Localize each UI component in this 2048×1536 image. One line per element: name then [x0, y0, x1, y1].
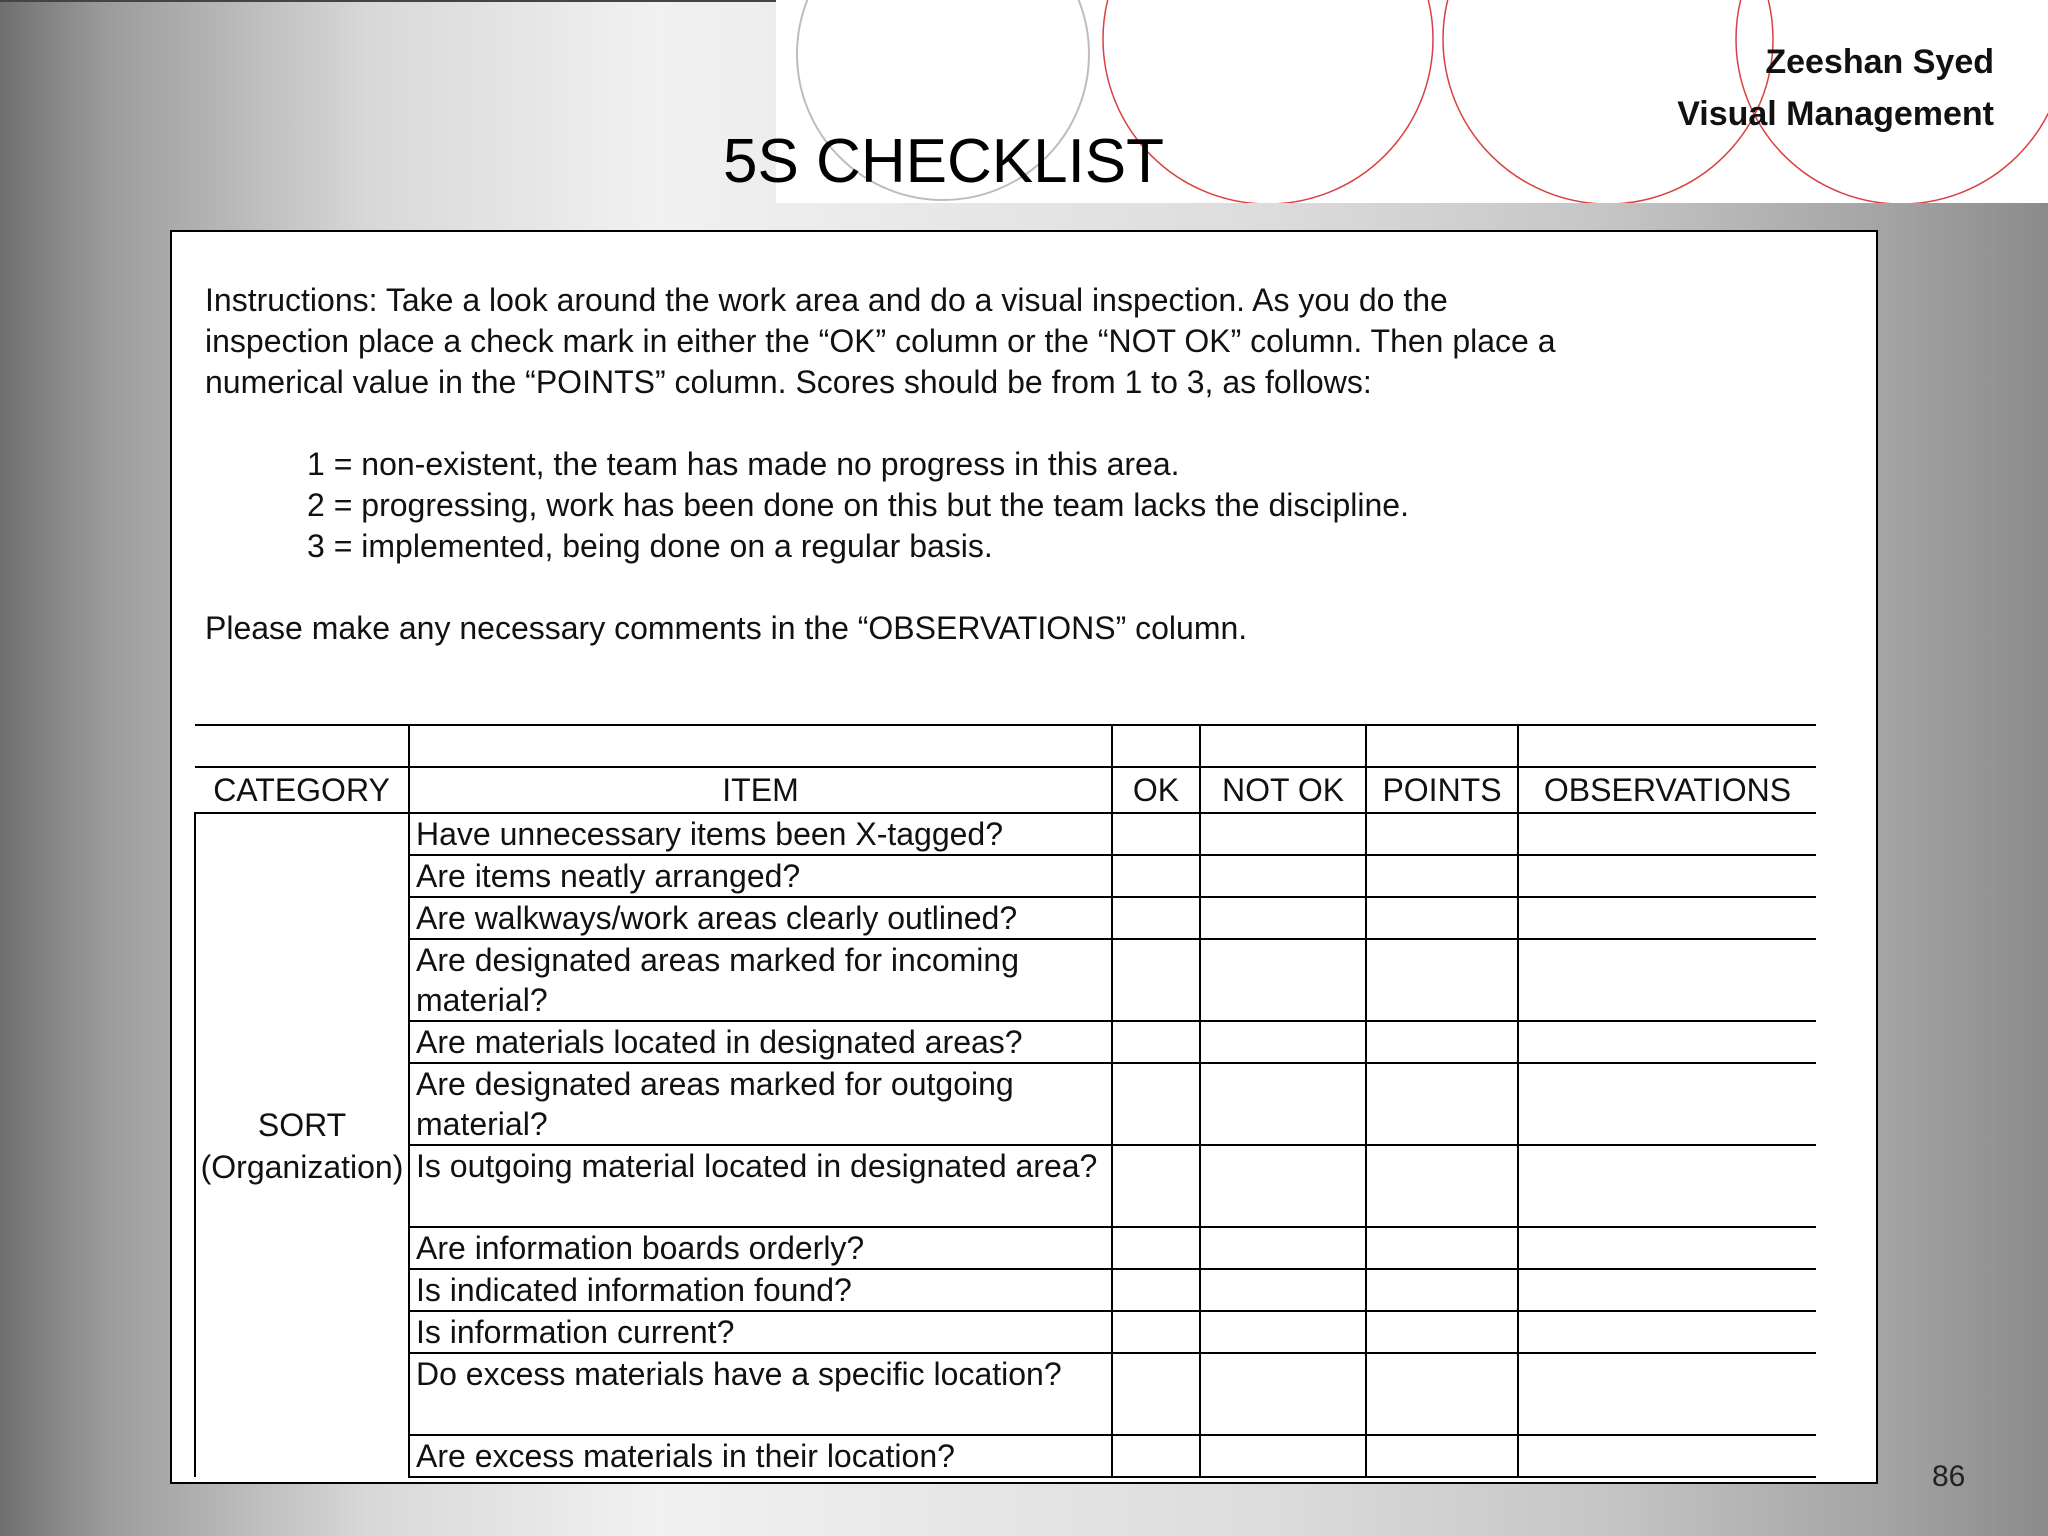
table-row	[195, 1021, 1816, 1063]
ok-cell[interactable]	[1112, 939, 1200, 1021]
score-scale-item: 3 = implemented, being done on a regular basis.	[307, 528, 993, 564]
observations-cell[interactable]	[1518, 1063, 1816, 1145]
table-header-row	[195, 767, 1816, 813]
category-cell	[195, 813, 409, 1477]
ok-cell[interactable]	[1112, 1021, 1200, 1063]
instructions-line: inspection place a check mark in either the “OK” column or the “NOT OK” column. Then place a	[205, 323, 1556, 359]
column-header-not-ok: NOT OK	[1200, 767, 1366, 813]
ok-cell[interactable]	[1112, 855, 1200, 897]
checklist-item: Are walkways/work areas clearly outlined?	[409, 897, 1112, 939]
category-name: SORT	[257, 1106, 347, 1143]
checklist-item: Is indicated information found?	[409, 1269, 1112, 1311]
points-cell[interactable]	[1366, 1353, 1518, 1435]
checklist-item: Are excess materials in their location?	[409, 1435, 1112, 1477]
ok-cell[interactable]	[1112, 813, 1200, 855]
points-cell[interactable]	[1366, 855, 1518, 897]
not-ok-cell[interactable]	[1200, 813, 1366, 855]
not-ok-cell[interactable]	[1200, 939, 1366, 1021]
points-cell[interactable]	[1366, 1063, 1518, 1145]
points-cell[interactable]	[1366, 897, 1518, 939]
score-scale-item: 1 = non-existent, the team has made no progress in this area.	[307, 446, 1180, 482]
score-scale	[307, 444, 1765, 567]
observations-cell[interactable]	[1518, 1227, 1816, 1269]
table-row	[195, 1269, 1816, 1311]
points-cell[interactable]	[1366, 1435, 1518, 1477]
not-ok-cell[interactable]	[1200, 1435, 1366, 1477]
instructions-line: numerical value in the “POINTS” column. Scores should be from 1 to 3, as follows:	[205, 364, 1372, 400]
ok-cell[interactable]	[1112, 1435, 1200, 1477]
observations-cell[interactable]	[1518, 1021, 1816, 1063]
checklist-table-wrapper	[194, 724, 1816, 1490]
ok-cell[interactable]	[1112, 897, 1200, 939]
not-ok-cell[interactable]	[1200, 1311, 1366, 1353]
column-header-points: POINTS	[1366, 767, 1518, 813]
not-ok-cell[interactable]	[1200, 1269, 1366, 1311]
observations-cell[interactable]	[1518, 897, 1816, 939]
points-cell[interactable]	[1366, 1145, 1518, 1227]
ok-cell[interactable]	[1112, 1353, 1200, 1435]
observations-cell[interactable]	[1518, 1269, 1816, 1311]
observations-cell[interactable]	[1518, 1311, 1816, 1353]
instructions-line: Instructions: Take a look around the work area and do a visual inspection. As you do the	[205, 282, 1448, 318]
table-spacer-row	[195, 725, 1816, 767]
score-scale-item: 2 = progressing, work has been done on this but the team lacks the discipline.	[307, 487, 1409, 523]
table-row	[195, 939, 1816, 1021]
not-ok-cell[interactable]	[1200, 1353, 1366, 1435]
observations-cell[interactable]	[1518, 813, 1816, 855]
checklist-table	[194, 724, 1816, 1478]
table-row	[195, 1063, 1816, 1145]
checklist-item: Is outgoing material located in designated area?	[409, 1145, 1112, 1227]
ok-cell[interactable]	[1112, 1311, 1200, 1353]
table-row	[195, 1311, 1816, 1353]
not-ok-cell[interactable]	[1200, 1227, 1366, 1269]
table-row	[195, 897, 1816, 939]
checklist-item: Are items neatly arranged?	[409, 855, 1112, 897]
points-cell[interactable]	[1366, 1227, 1518, 1269]
column-header-observations: OBSERVATIONS	[1518, 767, 1816, 813]
not-ok-cell[interactable]	[1200, 1021, 1366, 1063]
checklist-item: Are materials located in designated areas?	[409, 1021, 1112, 1063]
points-cell[interactable]	[1366, 1269, 1518, 1311]
category-subtitle: (Organization)	[200, 1148, 404, 1185]
observations-cell[interactable]	[1518, 1353, 1816, 1435]
ok-cell[interactable]	[1112, 1145, 1200, 1227]
table-row	[195, 813, 1816, 855]
not-ok-cell[interactable]	[1200, 897, 1366, 939]
points-cell[interactable]	[1366, 939, 1518, 1021]
points-cell[interactable]	[1366, 1311, 1518, 1353]
checklist-item: Are designated areas marked for outgoing material?	[409, 1063, 1112, 1145]
column-header-ok: OK	[1112, 767, 1200, 813]
not-ok-cell[interactable]	[1200, 1063, 1366, 1145]
header-subtitle: Visual Management	[1677, 95, 1994, 133]
not-ok-cell[interactable]	[1200, 855, 1366, 897]
table-row	[195, 1227, 1816, 1269]
table-row	[195, 855, 1816, 897]
points-cell[interactable]	[1366, 813, 1518, 855]
checklist-item: Are information boards orderly?	[409, 1227, 1112, 1269]
instructions-block	[205, 280, 1765, 649]
table-row	[195, 1353, 1816, 1435]
column-header-item: ITEM	[409, 767, 1112, 813]
table-row	[195, 1145, 1816, 1227]
observations-cell[interactable]	[1518, 855, 1816, 897]
ok-cell[interactable]	[1112, 1063, 1200, 1145]
checklist-item: Are designated areas marked for incoming material?	[409, 939, 1112, 1021]
observations-note: Please make any necessary comments in the “OBSERVATIONS” column.	[205, 610, 1248, 646]
checklist-item: Have unnecessary items been X-tagged?	[409, 813, 1112, 855]
slide-title: 5S CHECKLIST	[723, 127, 1165, 196]
page-number: 86	[1932, 1460, 1966, 1493]
observations-cell[interactable]	[1518, 939, 1816, 1021]
checklist-item: Do excess materials have a specific location?	[409, 1353, 1112, 1435]
table-row	[195, 1435, 1816, 1477]
observations-cell[interactable]	[1518, 1435, 1816, 1477]
ok-cell[interactable]	[1112, 1269, 1200, 1311]
ok-cell[interactable]	[1112, 1227, 1200, 1269]
observations-cell[interactable]	[1518, 1145, 1816, 1227]
points-cell[interactable]	[1366, 1021, 1518, 1063]
checklist-item: Is information current?	[409, 1311, 1112, 1353]
not-ok-cell[interactable]	[1200, 1145, 1366, 1227]
column-header-category: CATEGORY	[195, 767, 409, 813]
header-author: Zeeshan Syed	[1765, 43, 1994, 81]
